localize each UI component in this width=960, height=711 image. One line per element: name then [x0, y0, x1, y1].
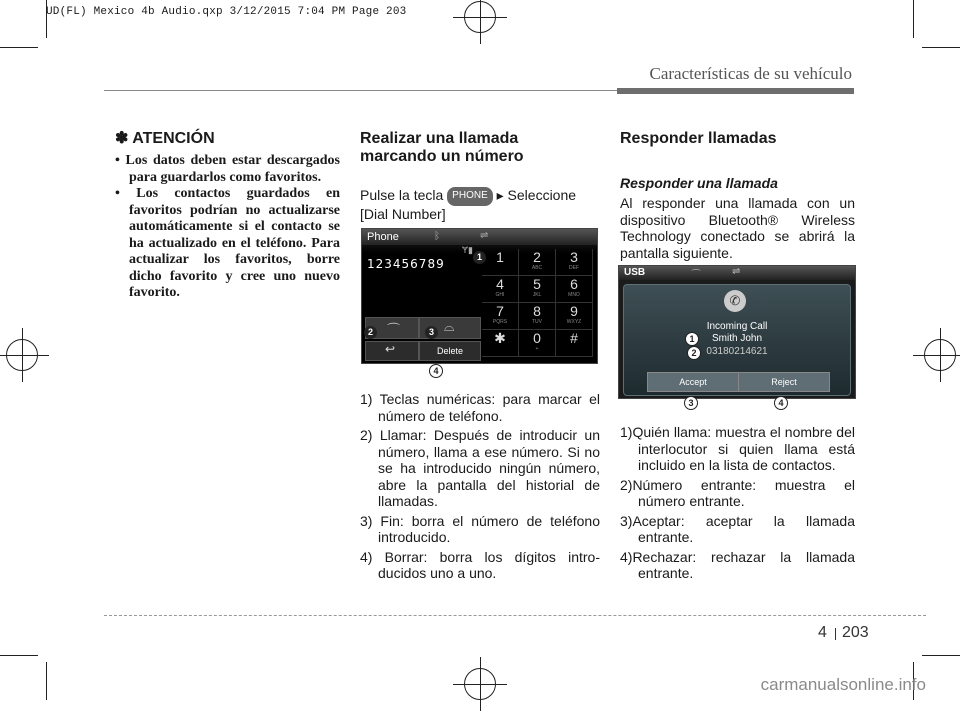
- key-letters: +: [535, 346, 539, 352]
- key-letters: PQRS: [492, 319, 508, 325]
- dial-list: [360, 391, 600, 585]
- callout-marker: 4: [429, 364, 443, 378]
- back-icon: ↩: [385, 342, 396, 356]
- list-item: • Los contactos guardados en favoritos podrían no actualizarse automáticamente si el contacto se ha actualizado en el teléfono. Para actualizar los favoritos, borre dicho favorito y cree uno nuevo favorito.: [115, 186, 340, 300]
- answer-list: [620, 424, 855, 585]
- registration-mark: [6, 339, 38, 371]
- key-letters: ABC: [531, 265, 543, 271]
- crop-mark: [0, 47, 38, 48]
- callout-marker: 3: [684, 396, 698, 410]
- dial-title: Realizar una llamada marcando un número: [360, 130, 524, 165]
- footer-rule: [104, 615, 926, 616]
- list-item: 4) Borrar: borra los dígitos intro-ducidos uno a uno.: [360, 548, 600, 581]
- list-item: 3)Aceptar: aceptar la llamada entrante.: [620, 512, 855, 545]
- call-icon: ⌒: [691, 270, 701, 281]
- key-letters: MNO: [568, 292, 580, 298]
- registration-mark: [924, 339, 956, 371]
- call-icon: ⌒: [387, 322, 401, 337]
- header-bar: [617, 88, 854, 94]
- keypad-key[interactable]: [556, 249, 593, 276]
- header-rule: [104, 90, 617, 91]
- incoming-call-screen: [618, 265, 856, 399]
- keypad: [482, 249, 594, 359]
- watermark: carmanualsonline.info: [760, 675, 926, 694]
- key-digit: 4: [496, 276, 504, 292]
- key-digit: 6: [570, 276, 578, 292]
- answer-title: Responder llamadas: [620, 130, 777, 147]
- key-digit: ✱: [494, 330, 506, 346]
- list-item: 4)Rechazar: rechazar la llamada entrante.: [620, 548, 855, 581]
- keypad-key[interactable]: [482, 276, 519, 303]
- attention-list: [115, 153, 340, 302]
- keypad-key[interactable]: [482, 249, 519, 276]
- keypad-key[interactable]: [556, 330, 593, 357]
- keypad-key[interactable]: [556, 303, 593, 330]
- key-letters: TUV: [532, 319, 542, 325]
- crop-mark: [46, 662, 47, 700]
- callout-marker: 4: [774, 396, 788, 410]
- key-digit: 1: [496, 249, 504, 265]
- crop-mark: [922, 47, 960, 48]
- incoming-label: Incoming Call: [706, 321, 768, 332]
- callout-marker: 1: [473, 251, 486, 264]
- caller-number: 03180214621: [706, 346, 768, 357]
- list-item: • Los datos deben estar descargados para guardarlos como favoritos.: [115, 153, 340, 185]
- print-slug: UD(FL) Mexico 4b Audio.qxp 3/12/2015 7:04 PM Page 203: [46, 6, 407, 18]
- registration-mark: [464, 1, 496, 33]
- key-digit: 8: [533, 303, 541, 319]
- accept-button[interactable]: Accept: [647, 372, 739, 392]
- key-letters: GHI: [495, 292, 505, 298]
- chapter-number: 4: [818, 624, 827, 641]
- delete-button[interactable]: Delete: [419, 341, 481, 361]
- usb-icon: ⇌: [480, 230, 489, 241]
- signal-icon: Ɏ▮: [462, 245, 473, 255]
- key-letters: WXYZ: [566, 319, 582, 325]
- bluetooth-icon: ᛒ: [434, 231, 440, 242]
- key-letters: DEF: [569, 265, 579, 271]
- key-digit: 7: [496, 303, 504, 319]
- callout-marker: 2: [364, 326, 377, 339]
- dial-intro: [360, 187, 600, 222]
- crop-mark: [913, 0, 914, 38]
- caller-name: Smith John: [711, 333, 763, 344]
- keypad-key[interactable]: [519, 330, 556, 357]
- section-header: Características de su vehículo: [649, 64, 852, 83]
- list-item: 3) Fin: borra el número de teléfono introducido.: [360, 512, 600, 545]
- keypad-key[interactable]: [482, 303, 519, 330]
- phone-key-icon: PHONE: [447, 187, 493, 206]
- list-item: 1)Quién llama: muestra el nombre del interlocutor si quien llama está incluido en la lista de contactos.: [620, 424, 855, 473]
- key-digit: 2: [533, 249, 541, 265]
- keypad-key[interactable]: [482, 330, 519, 357]
- crop-mark: [0, 655, 38, 656]
- intro-text: Pulse la tecla: [360, 187, 444, 203]
- back-button[interactable]: [365, 341, 419, 361]
- intro-text: Seleccione [Dial Number]: [360, 187, 577, 222]
- screen-title: Phone: [367, 231, 399, 243]
- arrow-right-icon: ▸: [496, 187, 504, 203]
- list-item: 2) Llamar: Después de introducir un número, llama a ese número. Si no se ha introducido ningún número, abre la pantalla del historial de llamadas.: [360, 427, 600, 509]
- attention-title: ✽ ATENCIÓN: [115, 130, 215, 147]
- dial-screen: [361, 228, 598, 364]
- key-letters: JKL: [532, 292, 542, 298]
- callout-marker: 1: [685, 332, 699, 346]
- key-digit: 5: [533, 276, 541, 292]
- end-call-icon: ⌓: [444, 319, 455, 334]
- key-digit: 0: [533, 330, 541, 346]
- keypad-key[interactable]: [519, 249, 556, 276]
- keypad-key[interactable]: [519, 276, 556, 303]
- registration-mark: [464, 668, 496, 700]
- dialed-number: 123456789: [367, 257, 445, 271]
- crop-mark: [922, 655, 960, 656]
- callout-marker: 2: [687, 346, 701, 360]
- key-digit: #: [570, 330, 578, 346]
- key-digit: 9: [570, 303, 578, 319]
- usb-icon: ⇌: [732, 266, 741, 277]
- list-item: 1) Teclas numéricas: para marcar el número de teléfono.: [360, 391, 600, 424]
- page-number: 203: [842, 624, 869, 641]
- keypad-key[interactable]: [556, 276, 593, 303]
- answer-intro: Al responder una llamada con un dispositivo Bluetooth® Wireless Technology conectado se abrirá la pantalla siguiente.: [620, 195, 855, 261]
- phone-icon: ✆: [724, 290, 746, 312]
- callout-marker: 3: [425, 326, 438, 339]
- reject-button[interactable]: Reject: [738, 372, 830, 392]
- keypad-key[interactable]: [519, 303, 556, 330]
- page-separator: [835, 628, 836, 640]
- list-item: 2)Número entrante: muestra el número entrante.: [620, 476, 855, 509]
- source-label: USB: [624, 267, 646, 278]
- answer-subtitle: Responder una llamada: [620, 175, 778, 191]
- key-digit: 3: [570, 249, 578, 265]
